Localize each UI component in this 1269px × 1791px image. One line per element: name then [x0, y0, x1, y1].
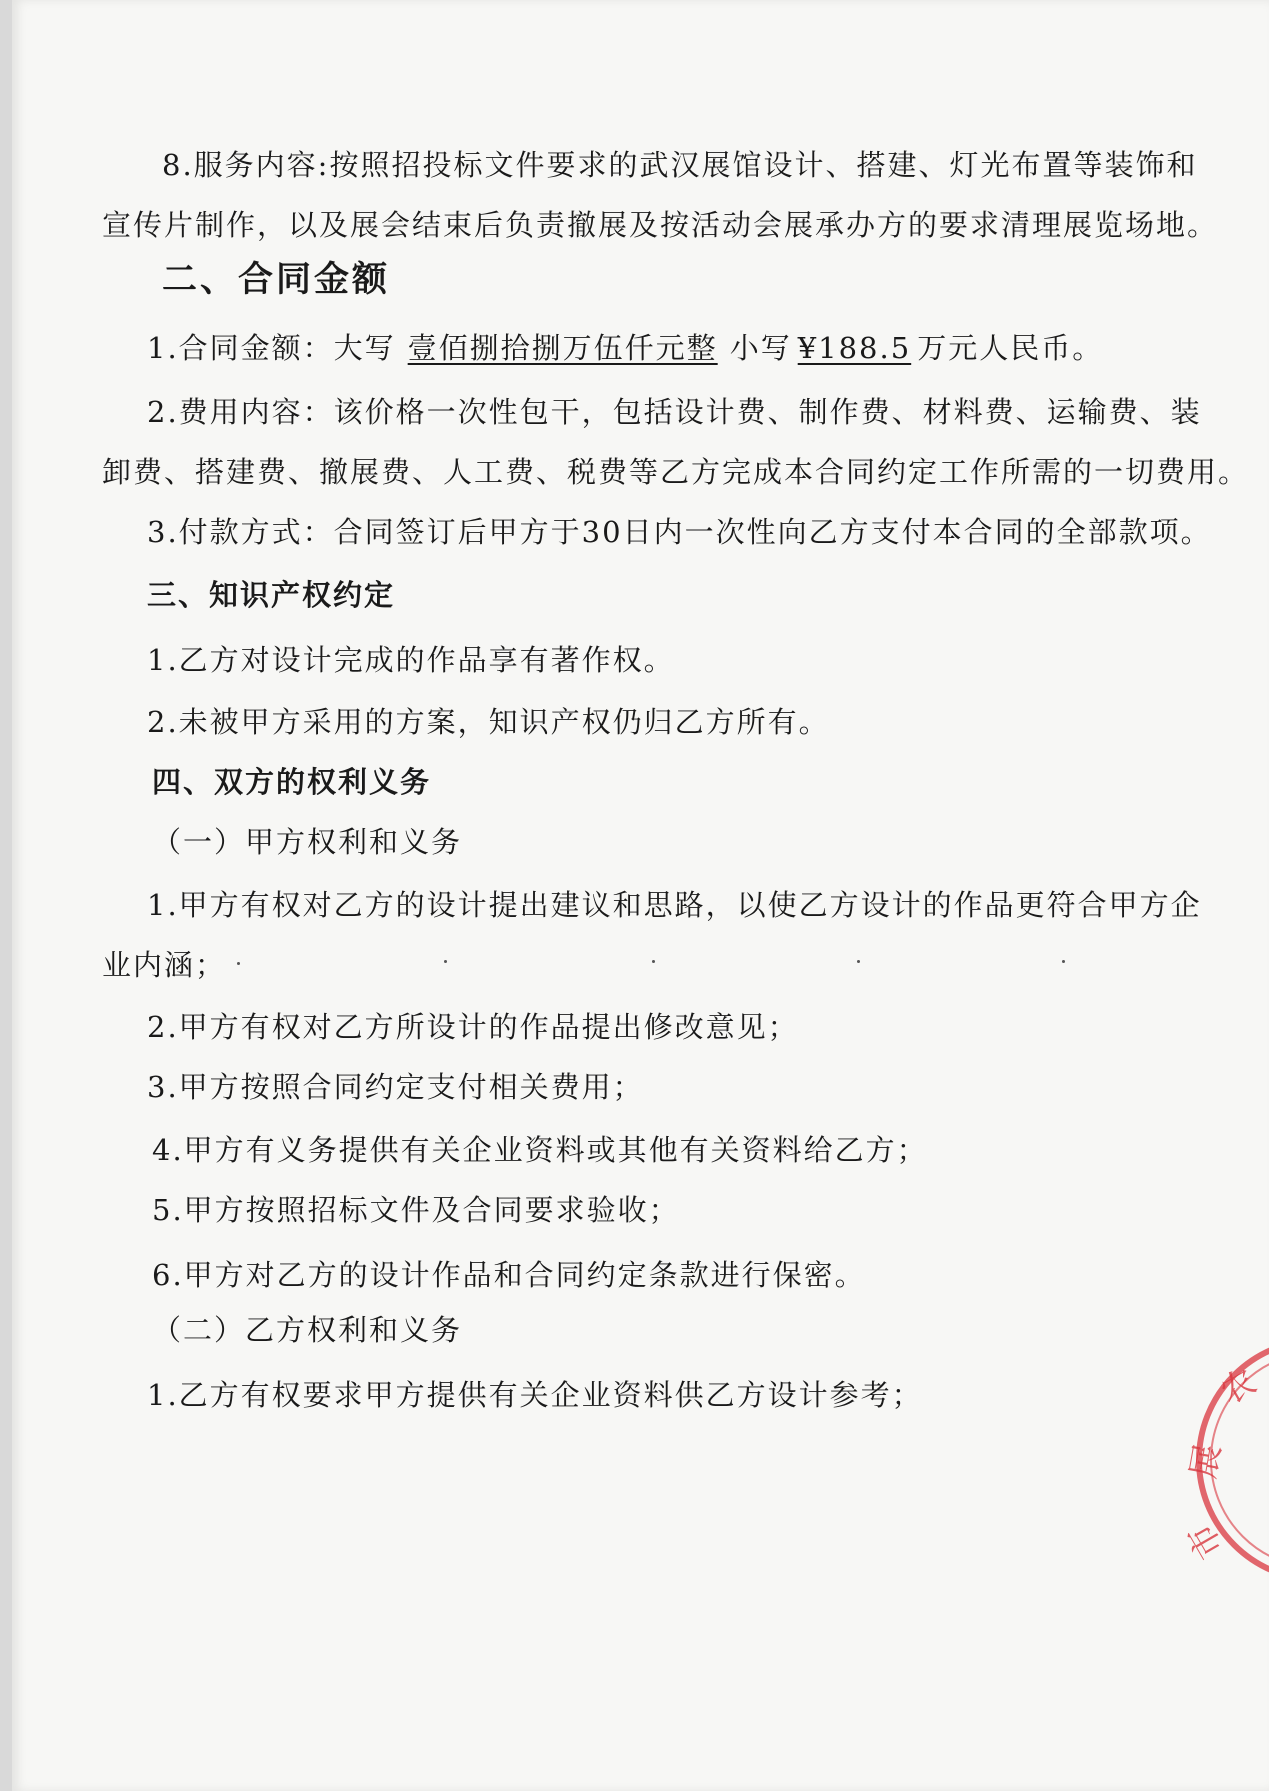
party-a-item-1-line-2: 业内涵； [102, 948, 227, 982]
amount-in-numbers: ¥188.5 [797, 331, 912, 365]
scan-speck [237, 962, 240, 965]
amount-prefix: 1.合同金额：大写 [147, 331, 396, 365]
section-2-heading: 二、合同金额 [162, 259, 391, 300]
party-a-item-6: 6.甲方对乙方的设计作品和合同约定条款进行保密。 [152, 1258, 866, 1292]
amount-mid: 小写 [729, 331, 792, 365]
scan-speck [444, 960, 447, 963]
party-b-item-1: 1.乙方有权要求甲方提供有关企业资料供乙方设计参考； [147, 1378, 923, 1412]
official-seal [1169, 1330, 1269, 1590]
party-a-item-3: 3.甲方按照合同约定支付相关费用； [147, 1070, 644, 1104]
svg-text:农: 农 [1213, 1361, 1263, 1413]
scan-speck [857, 960, 860, 963]
party-a-item-5: 5.甲方按照招标文件及合同要求验收； [152, 1193, 680, 1227]
party-a-item-4: 4.甲方有义务提供有关企业资料或其他有关资料给乙方； [152, 1133, 928, 1167]
contract-amount-line [147, 328, 1103, 368]
section-3-heading: 三、知识产权约定 [147, 578, 396, 612]
svg-text:展: 展 [1183, 1441, 1229, 1482]
scan-speck [1062, 960, 1065, 963]
party-a-subheading: （一）甲方权利和义务 [152, 825, 463, 859]
section-4-heading: 四、双方的权利义务 [152, 765, 432, 799]
ip-item-2: 2.未被甲方采用的方案，知识产权仍归乙方所有。 [147, 705, 830, 739]
fee-content-line-1: 2.费用内容：该价格一次性包干，包括设计费、制作费、材料费、运输费、装 [147, 395, 1202, 429]
fee-content-line-2: 卸费、搭建费、撤展费、人工费、税费等乙方完成本合同约定工作所需的一切费用。 [102, 455, 1250, 489]
payment-method: 3.付款方式：合同签订后甲方于30日内一次性向乙方支付本合同的全部款项。 [147, 515, 1212, 549]
ip-item-1: 1.乙方对设计完成的作品享有著作权。 [147, 643, 675, 677]
svg-text:市: 市 [1180, 1516, 1232, 1566]
amount-suffix: 万元人民币。 [917, 331, 1104, 365]
document-page [12, 0, 1269, 1791]
party-a-item-1-line-1: 1.甲方有权对乙方的设计提出建议和思路，以使乙方设计的作品更符合甲方企 [147, 888, 1202, 922]
party-b-subheading: （二）乙方权利和义务 [152, 1313, 463, 1347]
scan-speck [652, 960, 655, 963]
party-a-item-2: 2.甲方有权对乙方所设计的作品提出修改意见； [147, 1010, 799, 1044]
amount-in-words: 壹佰捌拾捌万伍仟元整 [407, 331, 718, 365]
item-8-line-2: 宣传片制作，以及展会结束后负责撤展及按活动会展承办方的要求清理展览场地。 [102, 208, 1219, 242]
item-8-line-1: 8.服务内容:按照招投标文件要求的武汉展馆设计、搭建、灯光布置等装饰和 [162, 148, 1198, 182]
